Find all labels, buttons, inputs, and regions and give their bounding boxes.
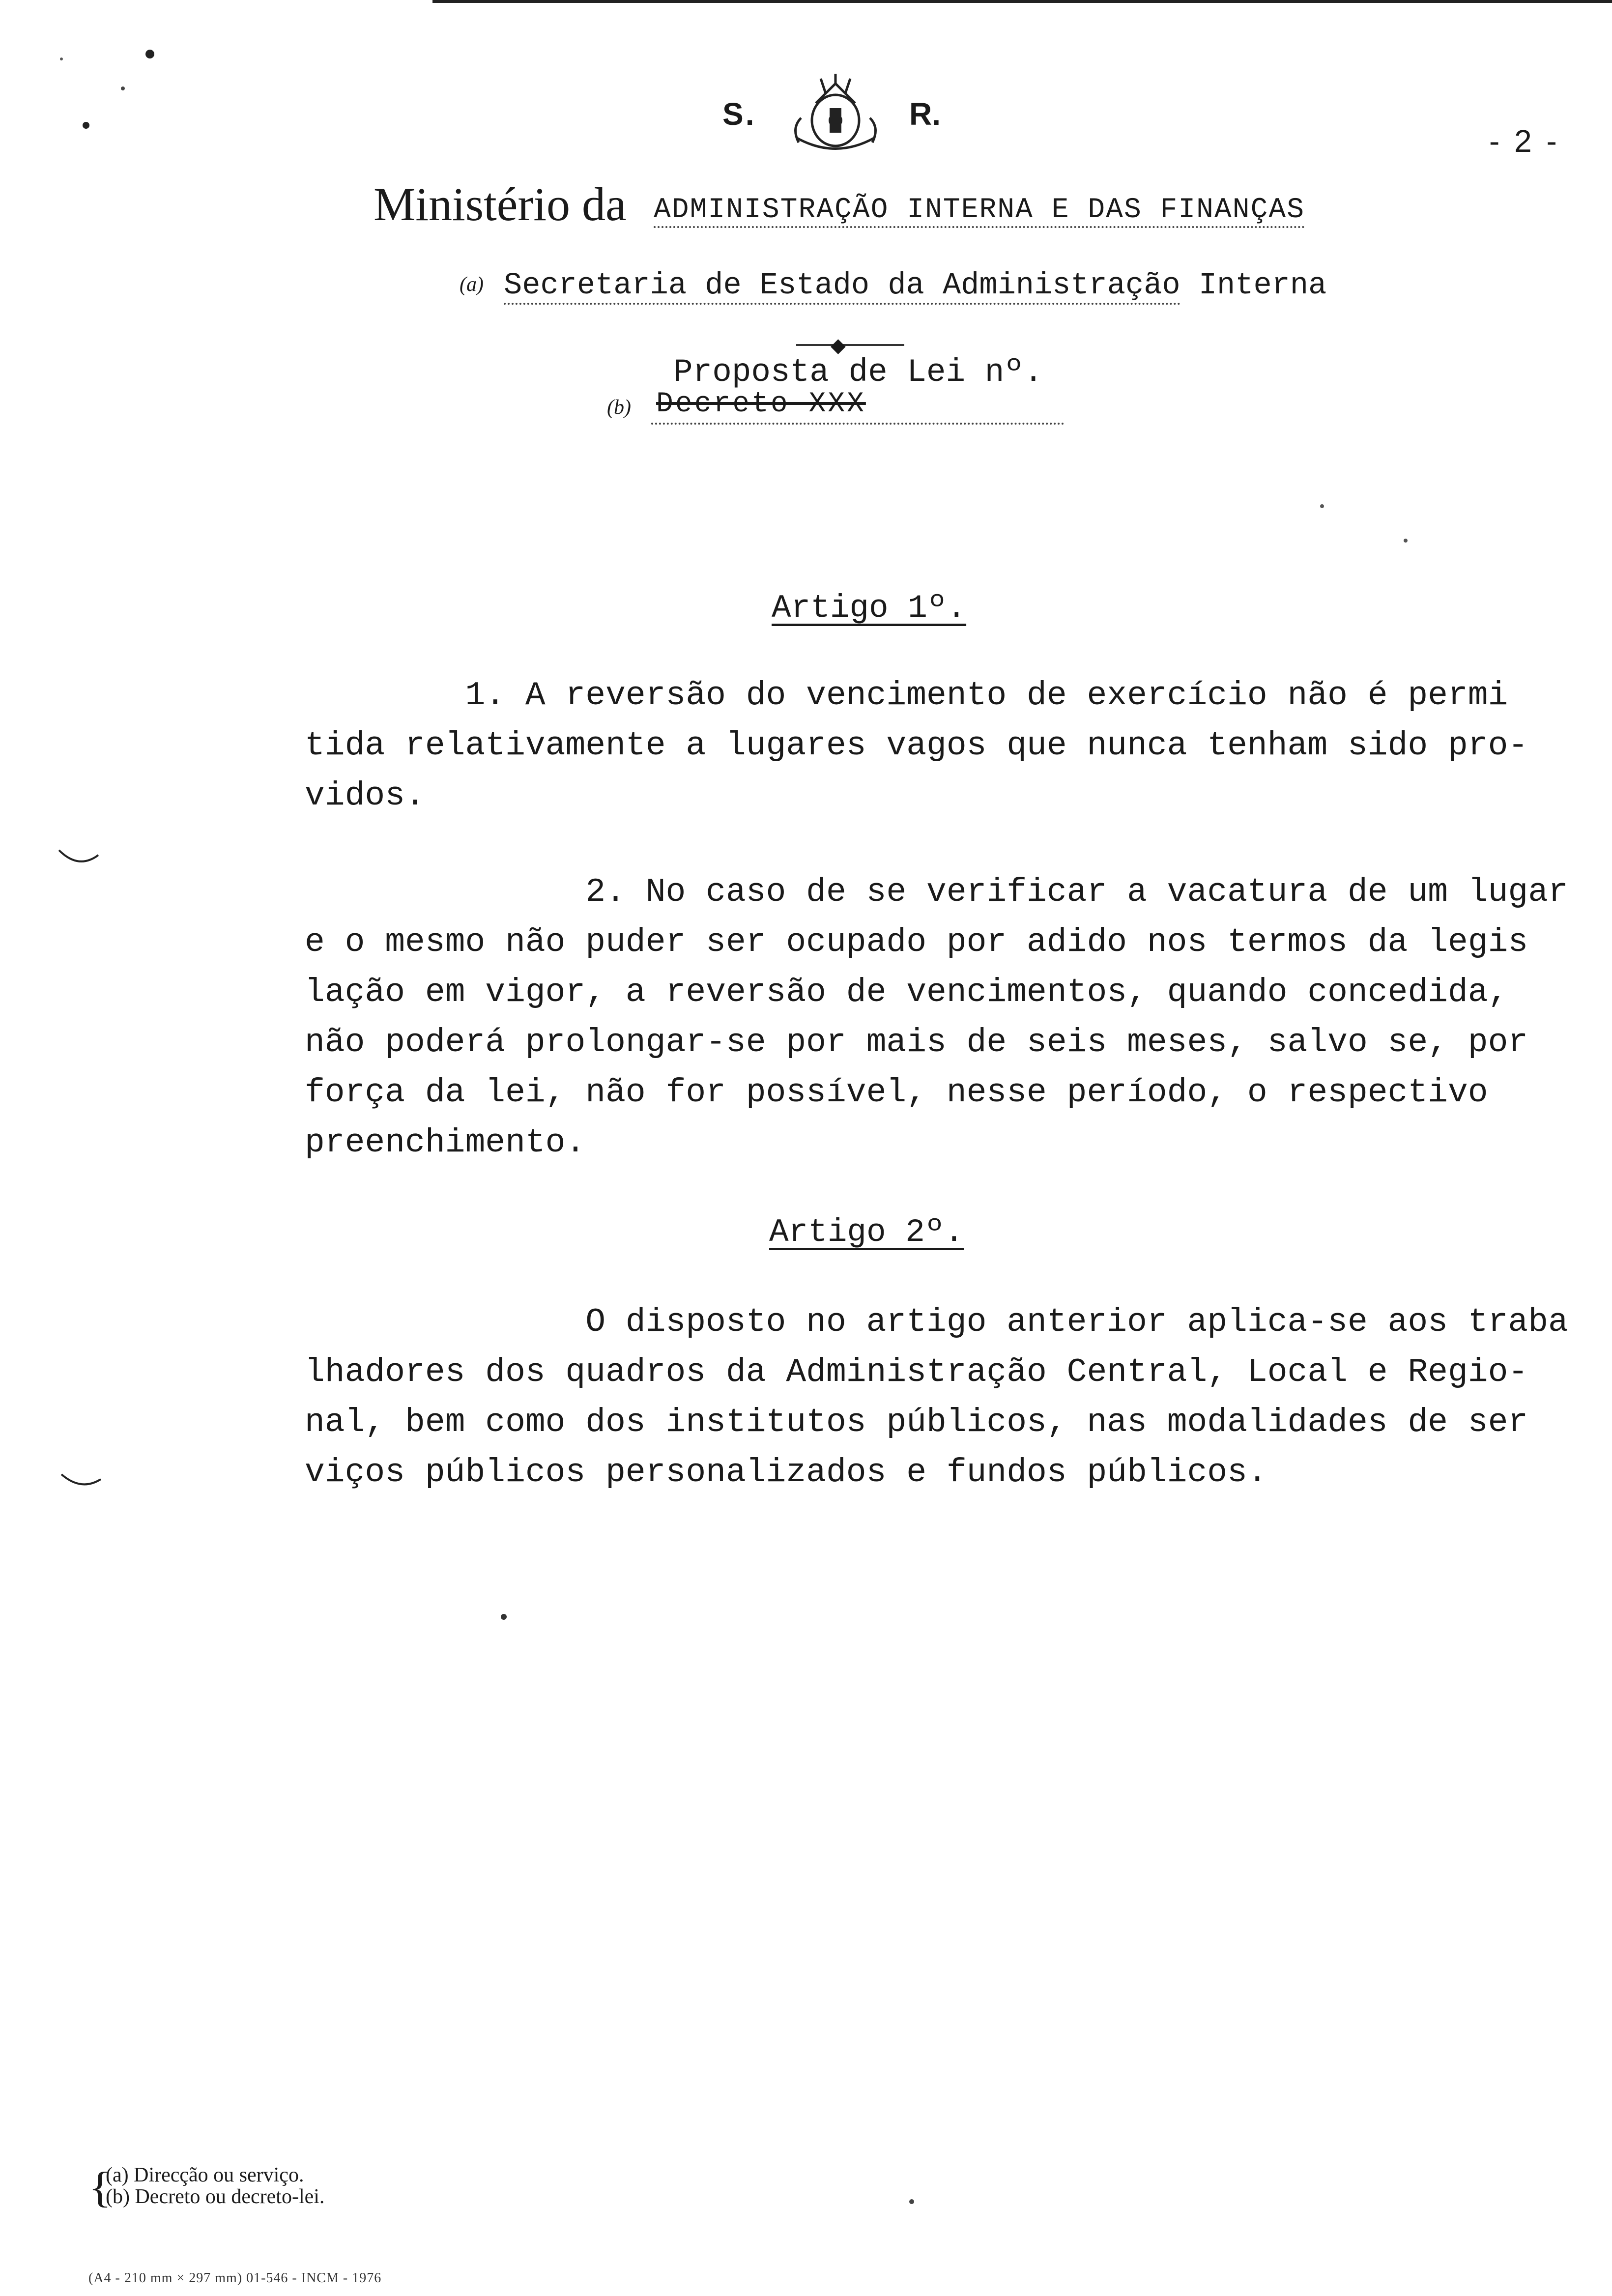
footnote-brace: { — [88, 2163, 112, 2211]
page-number: - 2 - — [1489, 123, 1560, 159]
divider-diamond-icon: ◆ — [831, 334, 846, 357]
ministry-prefix: Ministério da — [374, 178, 627, 230]
header-left-letter: S. — [722, 96, 756, 132]
footnote-a: (a) Direcção ou serviço. — [106, 2164, 304, 2186]
proposta-marker: (b) — [607, 396, 631, 419]
artigo1-paragraph1: 1. A reversão do vencimento de exercício não é permi tida relativamente a lugares vagos que nunca tenham sido pro- vidos. — [305, 677, 1528, 815]
artigo2-paragraph: O disposto no artigo anterior aplica-se aos traba lhadores dos quadros da Administração Central, Local e Regio- nal, bem como dos institutos públicos, nas modalidades de ser viços públicos personalizados e fundos públicos. — [305, 1303, 1568, 1492]
proposta-struck-text: Decreto XXX — [656, 388, 866, 420]
printer-line: (A4 - 210 mm × 297 mm) 01-546 - INCM - 1976 — [88, 2270, 382, 2286]
header-right-letter: R. — [909, 96, 941, 132]
footnote-b: (b) Decreto ou decreto-lei. — [106, 2185, 325, 2208]
secretaria-marker: (a) — [460, 273, 484, 296]
secretaria-rest: Interna — [1198, 268, 1327, 303]
artigo2-heading: Artigo 2º. — [769, 1214, 964, 1251]
artigo1-paragraph2: 2. No caso de se verificar a vacatura de um lugar e o mesmo não puder ser ocupado por adido nos termos da legis lação em vigor, a reversão de vencimentos, quando concedida, não poderá prolongar-se por mais de seis meses, salvo se, por força da lei, não for possível, nesse período, o respectivo preenchimento. — [305, 873, 1568, 1162]
artigo1-heading: Artigo 1º. — [772, 590, 967, 627]
proposta-title: Proposta de Lei nº. — [673, 354, 1043, 391]
secretaria-underlined: Secretaria de Estado da Administração — [504, 268, 1180, 305]
ministry-department: ADMINISTRAÇÃO INTERNA E DAS FINANÇAS — [654, 194, 1305, 228]
